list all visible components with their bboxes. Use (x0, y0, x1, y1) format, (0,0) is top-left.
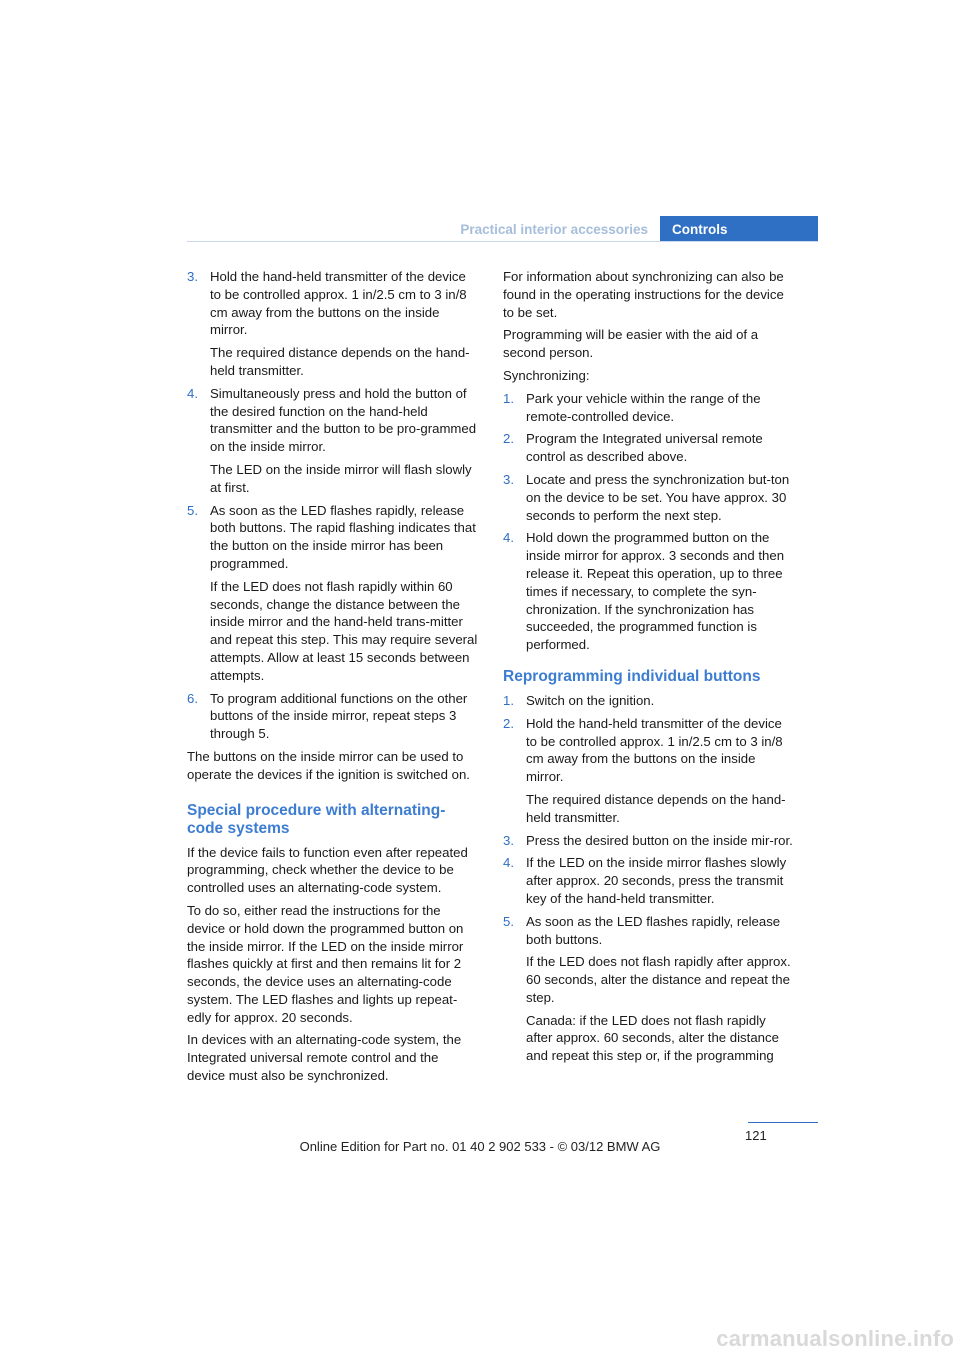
paragraph: In devices with an alternating-code system, the Integrated universal remote control and the device must also be synchronized. (187, 1032, 462, 1084)
site-watermark: carmanualsonline.info (716, 1326, 954, 1351)
step-text: Park your vehicle within the range of the remote-controlled device. (526, 390, 761, 424)
step-text: As soon as the LED flashes rapidly, release both buttons. The rapid flashing indicates that the button on the inside mirror has been programmed. (210, 502, 476, 571)
list-item (187, 690, 479, 743)
step-text: As soon as the LED flashes rapidly, release both buttons. (526, 913, 781, 947)
step-number: 4. (187, 385, 198, 401)
step-number: 6. (187, 690, 198, 706)
footer-divider (748, 1122, 818, 1123)
step-note: The required distance depends on the hand-held transmitter. (210, 345, 470, 378)
step-number: 2. (503, 431, 514, 447)
list-item (503, 832, 795, 850)
step-number: 5. (187, 502, 198, 518)
step-text: To program additional functions on the other buttons of the inside mirror, repeat steps 3 through 5. (210, 690, 468, 742)
right-column (503, 268, 795, 1070)
step-text: Simultaneously press and hold the button of the desired function on the hand-held transmitter and the button to be pro-grammed on the inside mirror. (210, 385, 477, 455)
step-note: The required distance depends on the hand-held transmitter. (526, 791, 786, 825)
step-number: 1. (503, 390, 514, 406)
step-text: Hold down the programmed button on the inside mirror for approx. 3 seconds and then release it. Repeat this operation, up to three times if necessary, to complete the syn-chronization. If the synchronization has succeeded, the programmed function is performed. (526, 530, 785, 653)
edition-notice: Online Edition for Part no. 01 40 2 902 533 - © 03/12 BMW AG (299, 1139, 661, 1154)
step-number: 2. (503, 715, 514, 731)
list-item (187, 502, 479, 573)
paragraph: Synchronizing: (503, 367, 590, 383)
step-number: 4. (503, 530, 514, 546)
step-text: Program the Integrated universal remote control as described above. (526, 431, 763, 465)
step-text: Switch on the ignition. (526, 692, 655, 708)
step-number: 3. (503, 471, 514, 487)
section-heading: Special procedure with alternating-code systems (187, 801, 446, 837)
paragraph: Programming will be easier with the aid of a second person. (503, 327, 759, 361)
paragraph: The buttons on the inside mirror can be used to operate the devices if the ignition is switched on. (187, 748, 470, 782)
step-note: If the LED does not flash rapidly after approx. 60 seconds, alter the distance and repeat the step. (526, 954, 791, 1005)
header-chapter-tab: Controls (660, 216, 818, 242)
step-number: 4. (503, 855, 514, 871)
left-column (187, 268, 479, 1090)
page-number: 121 (745, 1128, 767, 1143)
step-number: 3. (187, 269, 198, 284)
paragraph: To do so, either read the instructions for the device or hold down the programmed button on the inside mirror. If the LED on the inside mirror flashes quickly at first and then remains lit for 2 seconds, the device uses an alternating-code system. The LED flashes and lights up repeat-edly for approx. 20 seconds. (187, 902, 464, 1025)
step-text: Press the desired button on the inside mir-ror. (526, 832, 793, 848)
list-item (187, 268, 479, 339)
page-header (187, 216, 818, 242)
step-number: 3. (503, 832, 514, 848)
step-number: 1. (503, 692, 514, 708)
list-item (503, 913, 795, 949)
list-item (503, 390, 795, 426)
step-text: Locate and press the synchronization but-ton on the device to be set. You have approx. 30 seconds to perform the next step. (526, 471, 790, 523)
paragraph: For information about synchronizing can also be found in the operating instructions for the device to be set. (503, 269, 784, 320)
step-note: The LED on the inside mirror will flash slowly at first. (210, 461, 472, 495)
step-text: If the LED on the inside mirror flashes slowly after approx. 20 seconds, press the transmit key of the hand-held transmitter. (526, 855, 787, 906)
step-number: 5. (503, 913, 514, 929)
header-divider (187, 241, 818, 242)
step-note: If the LED does not flash rapidly within 60 seconds, change the distance between the inside mirror and the hand-held trans-mitter and repeat this step. This may require several attempts. Allow at least 15 seconds between attempts. (210, 578, 478, 683)
list-item (503, 692, 795, 710)
step-note: Canada: if the LED does not flash rapidly after approx. 60 seconds, alter the distance and repeat this step or, if the programming (526, 1012, 779, 1064)
list-item (503, 529, 795, 654)
list-item (187, 385, 479, 456)
section-heading: Reprogramming individual buttons (503, 667, 761, 685)
header-section-title: Practical interior accessories (460, 222, 648, 237)
step-text: Hold the hand-held transmitter of the device to be controlled approx. 1 in/2.5 cm to 3 in/8 cm away from the buttons on the inside mirror. (526, 715, 783, 785)
list-item (503, 715, 795, 786)
list-item (503, 471, 795, 524)
paragraph: If the device fails to function even after repeated programming, check whether the device to be controlled uses an alternating-code system. (187, 844, 468, 896)
list-item (503, 854, 795, 907)
step-text: Hold the hand-held transmitter of the device to be controlled approx. 1 in/2.5 cm to 3 in/8 cm away from the buttons on the inside mirror. (210, 269, 467, 338)
list-item (503, 430, 795, 466)
